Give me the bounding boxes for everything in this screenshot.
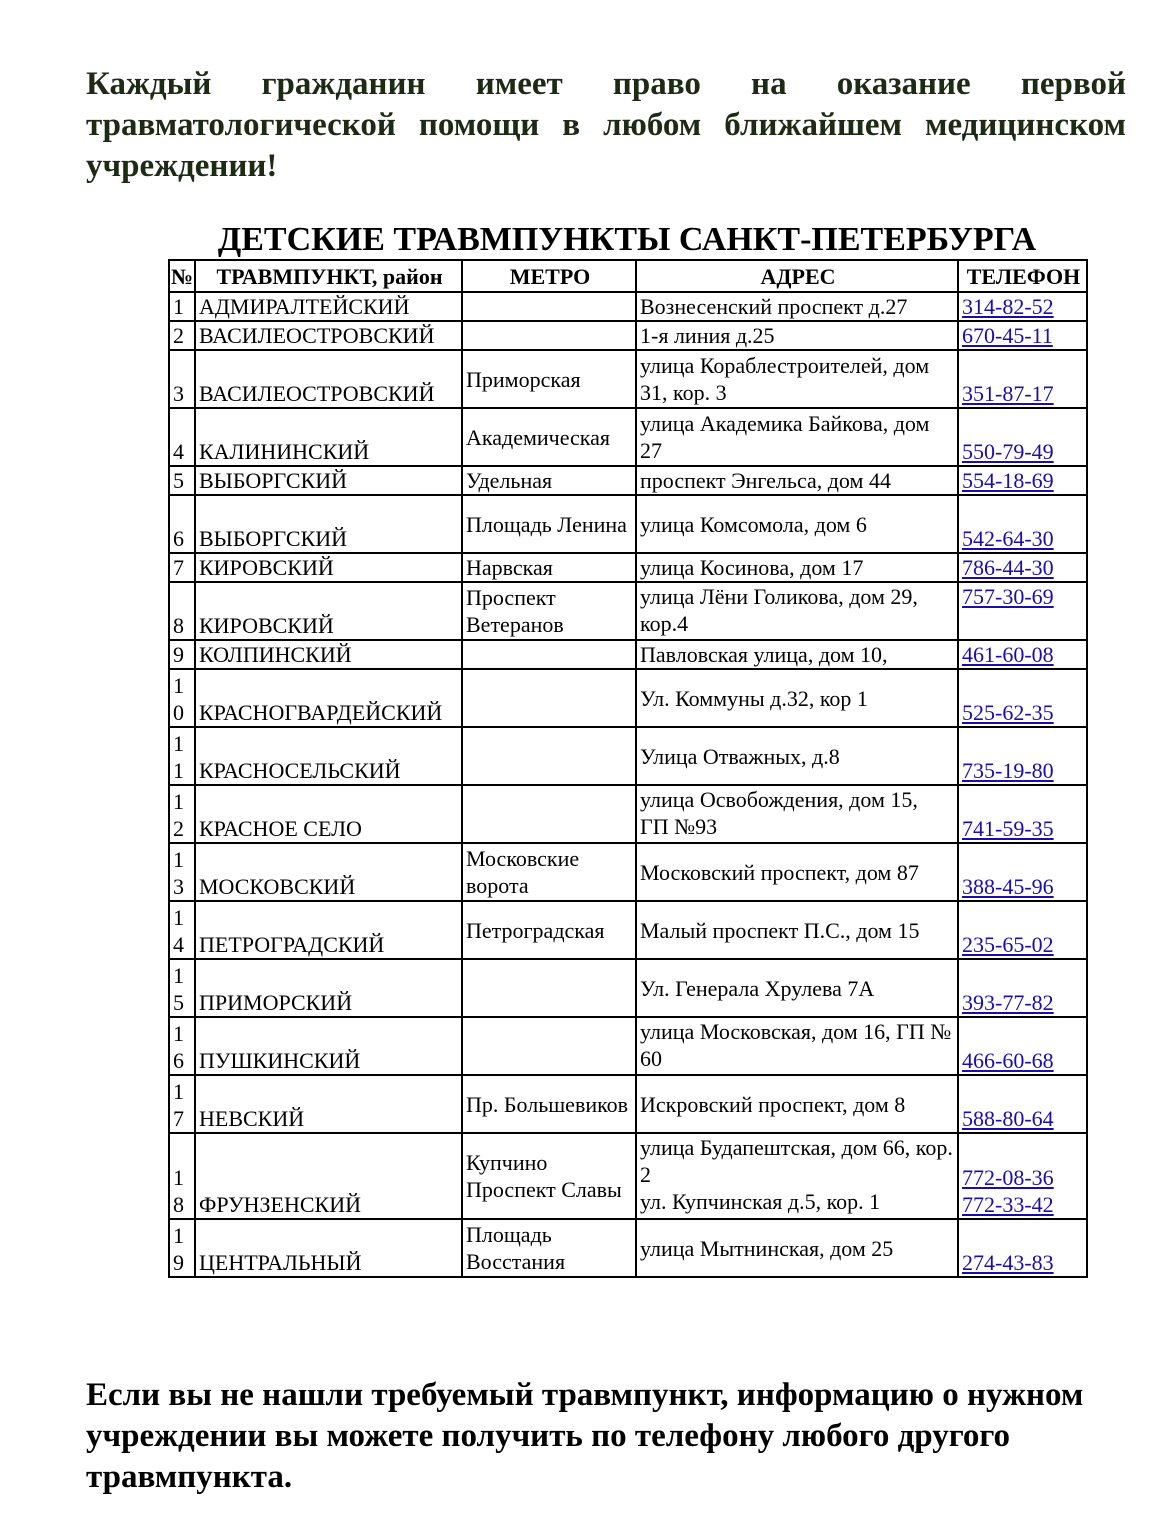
- metro-station: Площадь Восстания: [462, 1219, 636, 1277]
- district-name: ПРИМОРСКИЙ: [195, 959, 462, 1017]
- address: Вознесенский проспект д.27: [636, 292, 958, 321]
- metro-station: Площадь Ленина: [462, 495, 636, 553]
- phone-cell: [958, 292, 1087, 321]
- row-number-value: 13: [173, 847, 184, 899]
- table-row: [169, 292, 1087, 321]
- row-number: [169, 1133, 195, 1219]
- table-row: [169, 1219, 1087, 1277]
- row-number-value: 15: [173, 963, 184, 1015]
- footer-notice: Если вы не нашли требуемый травмпункт, информацию о нужном учреждении вы можете получить по телефону любого другого травмпункта.: [86, 1377, 1084, 1495]
- phone-link[interactable]: 466-60-68: [962, 1048, 1054, 1073]
- row-number: [169, 495, 195, 553]
- column-header-phone: ТЕЛЕФОН: [958, 260, 1087, 292]
- phone-link[interactable]: 588-80-64: [962, 1106, 1054, 1131]
- phone-link[interactable]: 461-60-08: [962, 642, 1054, 667]
- row-number: [169, 843, 195, 901]
- row-number: [169, 321, 195, 350]
- row-number-value: 14: [173, 905, 184, 957]
- phone-cell: [958, 321, 1087, 350]
- district-name: ЦЕНТРАЛЬНЫЙ: [195, 1219, 462, 1277]
- district-name: КРАСНОГВАРДЕЙСКИЙ: [195, 669, 462, 727]
- address: Ул. Коммуны д.32, кор 1: [636, 669, 958, 727]
- table-row: [169, 959, 1087, 1017]
- phone-link[interactable]: 670-45-11: [962, 323, 1053, 348]
- row-number: [169, 292, 195, 321]
- row-number-value: 12: [173, 789, 184, 841]
- district-name: АДМИРАЛТЕЙСКИЙ: [195, 292, 462, 321]
- metro-station: Петроградская: [462, 901, 636, 959]
- district-name: КРАСНОЕ СЕЛО: [195, 785, 462, 843]
- address: Московский проспект, дом 87: [636, 843, 958, 901]
- phone-cell: [958, 1075, 1087, 1133]
- column-header-district: ТРАВМПУНКТ, район: [195, 260, 462, 292]
- row-number-value: 11: [173, 731, 184, 783]
- phone-link[interactable]: 741-59-35: [962, 816, 1054, 841]
- row-number-value: 6: [173, 526, 184, 551]
- address: Ул. Генерала Хрулева 7А: [636, 959, 958, 1017]
- table-row: [169, 553, 1087, 582]
- table-row: [169, 1017, 1087, 1075]
- metro-station: Нарвская: [462, 553, 636, 582]
- address: Улица Отважных, д.8: [636, 727, 958, 785]
- phone-link[interactable]: 525-62-35: [962, 700, 1054, 725]
- phone-link[interactable]: 542-64-30: [962, 526, 1054, 551]
- row-number: [169, 901, 195, 959]
- metro-station: [462, 292, 636, 321]
- address: улица Освобождения, дом 15, ГП №93: [636, 785, 958, 843]
- phone-link[interactable]: 786-44-30: [962, 555, 1054, 580]
- phone-cell: [958, 640, 1087, 669]
- table-row: [169, 785, 1087, 843]
- phone-cell: [958, 1133, 1087, 1219]
- row-number: [169, 669, 195, 727]
- table-row: [169, 321, 1087, 350]
- column-header-address: АДРЕС: [636, 260, 958, 292]
- table-header-row: [169, 260, 1087, 292]
- row-number-value: 2: [173, 323, 184, 348]
- address: 1-я линия д.25: [636, 321, 958, 350]
- metro-station: [462, 1017, 636, 1075]
- district-name: ВАСИЛЕОСТРОВСКИЙ: [195, 350, 462, 408]
- address: улица Лёни Голикова, дом 29, кор.4: [636, 582, 958, 640]
- row-number-value: 19: [173, 1223, 184, 1275]
- table-row: [169, 1075, 1087, 1133]
- table-row: [169, 640, 1087, 669]
- phone-cell: [958, 959, 1087, 1017]
- phone-link[interactable]: 388-45-96: [962, 874, 1054, 899]
- address: Искровский проспект, дом 8: [636, 1075, 958, 1133]
- row-number: [169, 553, 195, 582]
- page-title: ДЕТСКИЕ ТРАВМПУНКТЫ САНКТ-ПЕТЕРБУРГА: [217, 221, 1037, 258]
- phone-cell: [958, 785, 1087, 843]
- phone-cell: [958, 1219, 1087, 1277]
- address: улица Будапештская, дом 66, кор. 2 ул. Купчинская д.5, кор. 1: [636, 1133, 958, 1219]
- row-number: [169, 1219, 195, 1277]
- column-header-number: №: [169, 260, 195, 292]
- address: улица Московская, дом 16, ГП № 60: [636, 1017, 958, 1075]
- district-name: КАЛИНИНСКИЙ: [195, 408, 462, 466]
- phone-link[interactable]: 772-08-36: [962, 1165, 1054, 1190]
- table-row: [169, 901, 1087, 959]
- district-name: ПЕТРОГРАДСКИЙ: [195, 901, 462, 959]
- phone-link[interactable]: 235-65-02: [962, 932, 1054, 957]
- row-number-value: 3: [173, 381, 184, 406]
- address: улица Академика Байкова, дом 27: [636, 408, 958, 466]
- address: улица Комсомола, дом 6: [636, 495, 958, 553]
- address: Павловская улица, дом 10,: [636, 640, 958, 669]
- address: проспект Энгельса, дом 44: [636, 466, 958, 495]
- row-number: [169, 408, 195, 466]
- column-header-metro: МЕТРО: [462, 260, 636, 292]
- metro-station: Пр. Большевиков: [462, 1075, 636, 1133]
- phone-cell: [958, 582, 1087, 640]
- table-row: [169, 582, 1087, 640]
- table-row: [169, 843, 1087, 901]
- district-name: КИРОВСКИЙ: [195, 553, 462, 582]
- row-number: [169, 640, 195, 669]
- phone-cell: [958, 1017, 1087, 1075]
- district-name: НЕВСКИЙ: [195, 1075, 462, 1133]
- metro-station: Удельная: [462, 466, 636, 495]
- metro-station: Купчино Проспект Славы: [462, 1133, 636, 1219]
- phone-link[interactable]: 772-33-42: [962, 1192, 1054, 1217]
- phone-link[interactable]: 274-43-83: [962, 1250, 1054, 1275]
- address: улица Мытнинская, дом 25: [636, 1219, 958, 1277]
- row-number-value: 16: [173, 1021, 184, 1073]
- row-number: [169, 1075, 195, 1133]
- row-number: [169, 582, 195, 640]
- phone-link[interactable]: 314-82-52: [962, 294, 1054, 319]
- row-number-value: 10: [173, 673, 184, 725]
- district-name: ФРУНЗЕНСКИЙ: [195, 1133, 462, 1219]
- district-name: КИРОВСКИЙ: [195, 582, 462, 640]
- table-row: [169, 408, 1087, 466]
- metro-station: Московские ворота: [462, 843, 636, 901]
- phone-cell: [958, 408, 1087, 466]
- metro-station: [462, 959, 636, 1017]
- district-name: ВАСИЛЕОСТРОВСКИЙ: [195, 321, 462, 350]
- phone-cell: [958, 727, 1087, 785]
- metro-station: Академическая: [462, 408, 636, 466]
- district-name: ВЫБОРГСКИЙ: [195, 466, 462, 495]
- district-name: КОЛПИНСКИЙ: [195, 640, 462, 669]
- row-number-value: 1: [173, 294, 184, 319]
- table-row: [169, 466, 1087, 495]
- district-name: ПУШКИНСКИЙ: [195, 1017, 462, 1075]
- phone-cell: [958, 669, 1087, 727]
- district-name: ВЫБОРГСКИЙ: [195, 495, 462, 553]
- phone-cell: [958, 350, 1087, 408]
- metro-station: Приморская: [462, 350, 636, 408]
- metro-station: [462, 785, 636, 843]
- row-number: [169, 727, 195, 785]
- row-number-value: 8: [173, 613, 184, 638]
- row-number: [169, 350, 195, 408]
- table-row: [169, 495, 1087, 553]
- row-number-value: 7: [173, 555, 184, 580]
- phone-link[interactable]: 757-30-69: [962, 584, 1054, 609]
- table-row: [169, 727, 1087, 785]
- metro-station: Проспект Ветеранов: [462, 582, 636, 640]
- trauma-centers-table: [168, 259, 1088, 1278]
- district-name: МОСКОВСКИЙ: [195, 843, 462, 901]
- phone-cell: [958, 466, 1087, 495]
- table-row: [169, 669, 1087, 727]
- phone-cell: [958, 495, 1087, 553]
- row-number: [169, 466, 195, 495]
- row-number-value: 18: [173, 1165, 184, 1217]
- phone-cell: [958, 843, 1087, 901]
- phone-link[interactable]: 351-87-17: [962, 381, 1054, 406]
- phone-link[interactable]: 735-19-80: [962, 758, 1054, 783]
- phone-link[interactable]: 393-77-82: [962, 990, 1054, 1015]
- phone-link[interactable]: 554-18-69: [962, 468, 1054, 493]
- intro-notice: Каждый гражданин имеет право на оказание первой травматологической помощи в любом ближайшем медицинском учреждении!: [86, 66, 1126, 184]
- metro-station: [462, 640, 636, 669]
- row-number: [169, 1017, 195, 1075]
- row-number-value: 17: [173, 1079, 184, 1131]
- phone-cell: [958, 553, 1087, 582]
- table-row: [169, 350, 1087, 408]
- metro-station: [462, 321, 636, 350]
- metro-station: [462, 727, 636, 785]
- row-number-value: 4: [173, 439, 184, 464]
- district-name: КРАСНОСЕЛЬСКИЙ: [195, 727, 462, 785]
- row-number-value: 5: [173, 468, 184, 493]
- phone-cell: [958, 901, 1087, 959]
- address: улица Косинова, дом 17: [636, 553, 958, 582]
- metro-station: [462, 669, 636, 727]
- table-row: [169, 1133, 1087, 1219]
- phone-link[interactable]: 550-79-49: [962, 439, 1054, 464]
- row-number-value: 9: [173, 642, 184, 667]
- address: улица Кораблестроителей, дом 31, кор. 3: [636, 350, 958, 408]
- address: Малый проспект П.С., дом 15: [636, 901, 958, 959]
- row-number: [169, 959, 195, 1017]
- row-number: [169, 785, 195, 843]
